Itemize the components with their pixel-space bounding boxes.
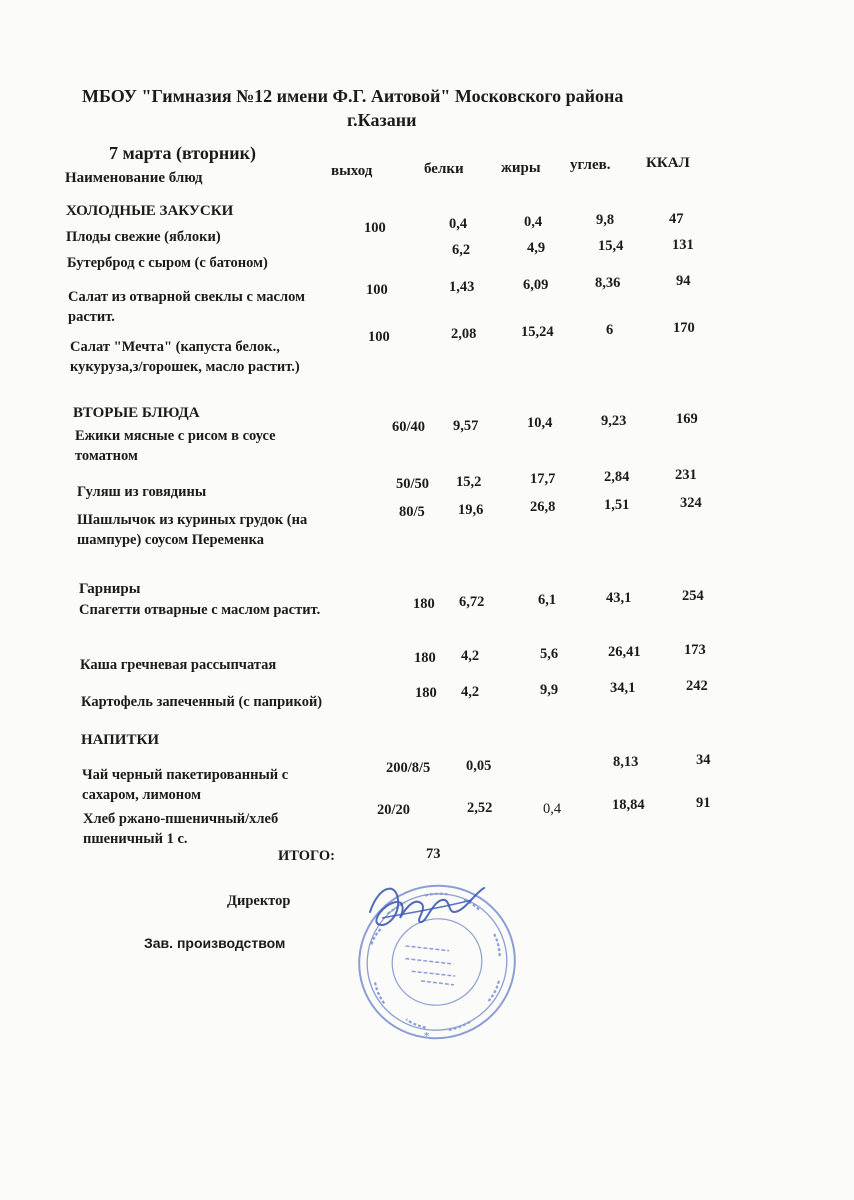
dish-output: 180 xyxy=(413,596,435,612)
dish-output: 100 xyxy=(366,282,388,298)
dish-carbs: 8,13 xyxy=(613,754,639,770)
dish-carbs: 15,4 xyxy=(598,238,624,254)
dish-carbs: 26,41 xyxy=(608,644,641,660)
dish-carbs: 18,84 xyxy=(612,797,645,813)
total-label: ИТОГО: xyxy=(278,848,336,864)
dish-name: Салат из отварной свеклы с маслом растит. xyxy=(68,289,305,325)
section-drinks: НАПИТКИ xyxy=(81,732,160,748)
section-garnish: Гарниры xyxy=(79,581,141,597)
dish-protein: 4,2 xyxy=(461,684,480,700)
dish-fat: 0,4 xyxy=(524,214,543,230)
total-value: 73 xyxy=(426,846,441,862)
dish-carbs: 6 xyxy=(606,322,614,338)
dish-output: 60/40 xyxy=(392,419,426,435)
dish-fat: 17,7 xyxy=(530,471,556,487)
column-header-carbs: углев. xyxy=(570,157,611,173)
dish-name: Бутерброд с сыром (с батоном) xyxy=(67,255,268,271)
dish-carbs: 8,36 xyxy=(595,275,621,291)
dish-carbs: 1,51 xyxy=(604,497,630,513)
dish-output: 100 xyxy=(364,220,386,236)
dish-protein: 4,2 xyxy=(461,648,480,664)
column-header-protein: белки xyxy=(424,161,464,177)
dish-protein: 0,4 xyxy=(449,216,468,232)
dish-output: 100 xyxy=(368,329,390,345)
dish-protein: 6,2 xyxy=(452,242,471,258)
dish-name: Салат "Мечта" (капуста белок., кукуруза,з/горошек, масло растит.) xyxy=(70,339,300,375)
section-cold-snacks: ХОЛОДНЫЕ ЗАКУСКИ xyxy=(66,203,234,219)
section-second-courses: ВТОРЫЕ БЛЮДА xyxy=(73,405,200,421)
dish-output: 20/20 xyxy=(377,802,411,818)
dish-protein: 9,57 xyxy=(453,418,479,434)
column-header-output: выход xyxy=(331,163,373,179)
dish-kcal: 94 xyxy=(676,273,691,289)
dish-name: Хлеб ржано-пшеничный/хлеб пшеничный 1 с. xyxy=(83,811,279,847)
dish-fat: 9,9 xyxy=(540,682,559,698)
dish-fat: 6,09 xyxy=(523,277,549,293)
dish-protein: 19,6 xyxy=(458,502,484,518)
director-label: Директор xyxy=(227,893,291,909)
menu-date: 7 марта (вторник) xyxy=(109,143,256,163)
dish-fat: 5,6 xyxy=(540,646,559,662)
column-header-fat: жиры xyxy=(501,160,541,176)
dish-name: Чай черный пакетированный с сахаром, лимоном xyxy=(82,767,289,803)
dish-kcal: 47 xyxy=(669,211,684,227)
dish-fat: 15,24 xyxy=(521,324,554,340)
dish-output: 180 xyxy=(414,650,436,666)
dish-fat: 0,4 xyxy=(543,801,562,817)
column-header-name: Наименование блюд xyxy=(65,170,203,186)
production-manager-label: Зав. производством xyxy=(144,935,286,951)
dish-kcal: 170 xyxy=(673,320,695,336)
dish-name: Плоды свежие (яблоки) xyxy=(66,229,221,245)
dish-carbs: 9,23 xyxy=(601,413,627,429)
director-signature xyxy=(360,872,500,942)
dish-kcal: 254 xyxy=(682,588,704,604)
dish-kcal: 173 xyxy=(684,642,706,658)
dish-kcal: 324 xyxy=(680,495,702,511)
dish-name: Спагетти отварные с маслом растит. xyxy=(79,602,321,618)
column-header-kcal: ККАЛ xyxy=(646,155,690,171)
dish-protein: 2,08 xyxy=(451,326,477,342)
dish-name: Ежики мясные с рисом в соусе томатном xyxy=(75,428,276,464)
dish-kcal: 169 xyxy=(676,411,698,427)
dish-output: 200/8/5 xyxy=(386,760,431,776)
dish-name: Гуляш из говядины xyxy=(77,484,207,500)
dish-output: 80/5 xyxy=(399,504,425,520)
dish-carbs: 43,1 xyxy=(606,590,632,606)
dish-carbs: 9,8 xyxy=(596,212,615,228)
dish-output: 50/50 xyxy=(396,476,430,492)
dish-name: Шашлычок из куриных грудок (на шампуре) соусом Переменка xyxy=(77,512,308,548)
svg-text:*: * xyxy=(424,1031,430,1042)
dish-kcal: 131 xyxy=(672,237,694,253)
school-title: МБОУ "Гимназия №12 имени Ф.Г. Аитовой" Московского района xyxy=(82,86,624,106)
dish-name: Картофель запеченный (с паприкой) xyxy=(81,694,323,710)
dish-name: Каша гречневая рассыпчатая xyxy=(80,657,277,673)
dish-protein: 6,72 xyxy=(459,594,485,610)
dish-protein: 0,05 xyxy=(466,758,492,774)
dish-carbs: 2,84 xyxy=(604,469,630,485)
dish-fat: 10,4 xyxy=(527,415,553,431)
dish-kcal: 34 xyxy=(696,752,711,768)
dish-fat: 4,9 xyxy=(527,240,546,256)
dish-output: 180 xyxy=(415,685,437,701)
dish-protein: 1,43 xyxy=(449,279,475,295)
dish-fat: 6,1 xyxy=(538,592,557,608)
dish-kcal: 91 xyxy=(696,795,711,811)
dish-fat: 26,8 xyxy=(530,499,556,515)
dish-protein: 15,2 xyxy=(456,474,482,490)
dish-kcal: 231 xyxy=(675,467,697,483)
dish-carbs: 34,1 xyxy=(610,680,636,696)
city-title: г.Казани xyxy=(347,110,417,130)
dish-kcal: 242 xyxy=(686,678,708,694)
dish-protein: 2,52 xyxy=(467,800,493,816)
